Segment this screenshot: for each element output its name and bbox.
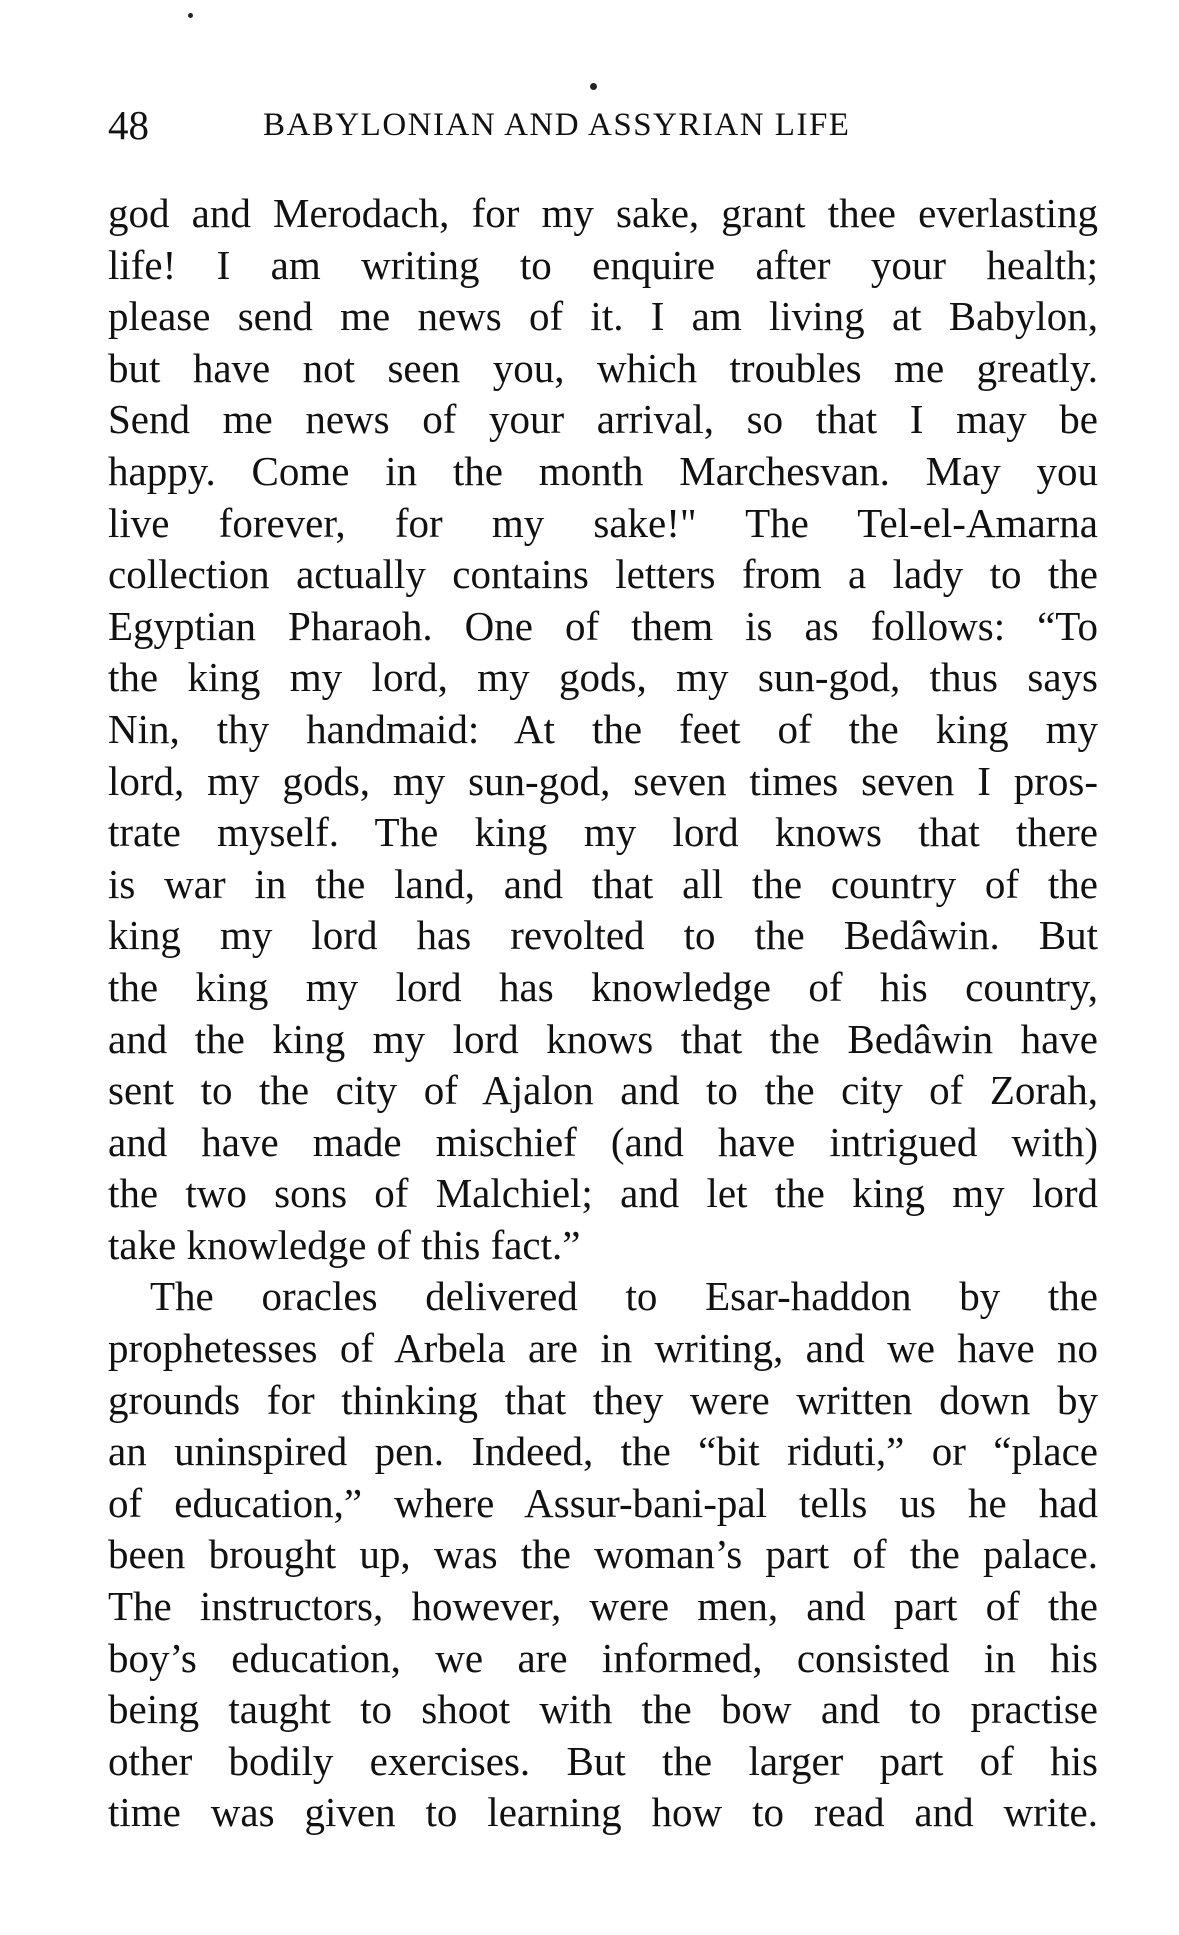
text-line: grounds for thinking that they were written down by bbox=[108, 1376, 1098, 1423]
page-header bbox=[108, 100, 1108, 150]
text-line: lord, my gods, my sun-god, seven times seven I pros- bbox=[108, 757, 1098, 804]
text-line: please send me news of it. I am living at Babylon, bbox=[108, 293, 1098, 340]
text-line: is war in the land, and that all the country of the bbox=[108, 860, 1098, 907]
text-line: the king my lord, my gods, my sun-god, thus says bbox=[108, 654, 1098, 701]
text-line: sent to the city of Ajalon and to the city of Zorah, bbox=[108, 1067, 1098, 1114]
running-head: BABYLONIAN AND ASSYRIAN LIFE bbox=[263, 107, 851, 143]
text-line: Egyptian Pharaoh. One of them is as follows: “To bbox=[108, 602, 1098, 649]
text-line: god and Merodach, for my sake, grant thee everlasting bbox=[108, 190, 1098, 236]
text-line: time was given to learning how to read and write. bbox=[108, 1789, 1098, 1836]
text-line: life! I am writing to enquire after your health; bbox=[108, 241, 1098, 288]
text-line: trate myself. The king my lord knows that there bbox=[108, 809, 1098, 856]
page-number: 48 bbox=[108, 102, 149, 148]
text-line: live forever, for my sake!" The Tel-el-Amarna bbox=[108, 499, 1098, 546]
text-line: prophetesses of Arbela are in writing, and we have no bbox=[108, 1325, 1098, 1372]
text-line: the two sons of Malchiel; and let the king my lord bbox=[108, 1170, 1098, 1217]
text-line: but have not seen you, which troubles me greatly. bbox=[108, 344, 1098, 391]
paragraph-start-line: The oracles delivered to Esar-haddon by the bbox=[150, 1273, 1098, 1320]
text-line: the king my lord has knowledge of his country, bbox=[108, 963, 1098, 1010]
text-line: The instructors, however, were men, and part of the bbox=[108, 1583, 1098, 1630]
paragraph-end-line: take knowledge of this fact.” bbox=[108, 1221, 581, 1268]
text-line: been brought up, was the woman’s part of the palace. bbox=[108, 1531, 1098, 1578]
text-line: Send me news of your arrival, so that I may be bbox=[108, 396, 1098, 443]
text-line: being taught to shoot with the bow and to practise bbox=[108, 1686, 1098, 1733]
text-line: happy. Come in the month Marchesvan. May you bbox=[108, 447, 1098, 494]
text-line: other bodily exercises. But the larger part of his bbox=[108, 1737, 1098, 1784]
text-line: and the king my lord knows that the Bedâwin have bbox=[108, 1015, 1098, 1062]
text-line: collection actually contains letters from a lady to the bbox=[108, 551, 1098, 598]
text-line: Nin, thy handmaid: At the feet of the king my bbox=[108, 705, 1098, 752]
body-text bbox=[108, 188, 1098, 1839]
ink-speck bbox=[590, 83, 597, 90]
text-line: boy’s education, we are informed, consisted in his bbox=[108, 1634, 1098, 1681]
ink-speck bbox=[188, 13, 193, 18]
text-line: an uninspired pen. Indeed, the “bit riduti,” or “place bbox=[108, 1428, 1098, 1475]
text-line: of education,” where Assur-bani-pal tells us he had bbox=[108, 1479, 1098, 1526]
text-line: king my lord has revolted to the Bedâwin. But bbox=[108, 912, 1098, 959]
text-line: and have made mischief (and have intrigued with) bbox=[108, 1118, 1098, 1165]
